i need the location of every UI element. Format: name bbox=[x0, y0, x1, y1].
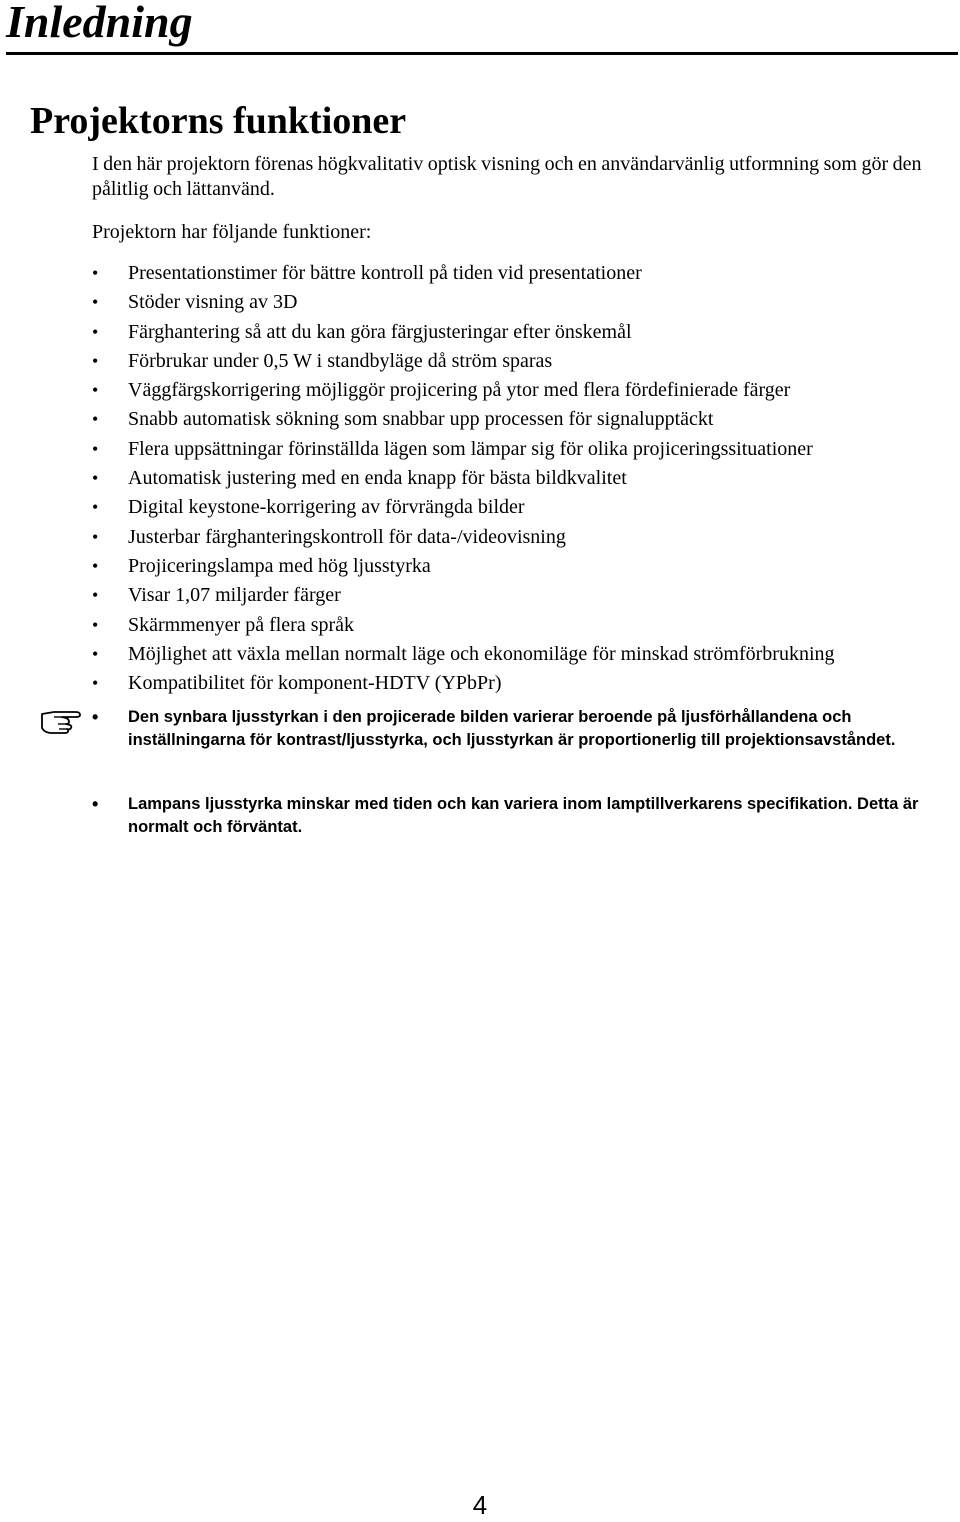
feature-text: Stöder visning av 3D bbox=[128, 291, 298, 314]
chapter-title: Inledning bbox=[6, 0, 193, 47]
page-number: 4 bbox=[472, 1490, 488, 1520]
feature-text: Projiceringslampa med hög ljusstyrka bbox=[128, 554, 431, 577]
note-item bbox=[92, 706, 948, 752]
feature-text: Möjlighet att växla mellan normalt läge och ekonomiläge för minskad strömförbrukning bbox=[128, 642, 835, 665]
list-item bbox=[0, 523, 960, 552]
bullet-icon: • bbox=[92, 409, 99, 430]
bullet-icon: • bbox=[92, 707, 99, 727]
feature-text: Justerbar färghanteringskontroll för data-/videovisning bbox=[128, 525, 566, 548]
pointing-hand-icon bbox=[40, 704, 86, 734]
feature-text: Snabb automatisk sökning som snabbar upp processen för signalupptäckt bbox=[128, 408, 714, 431]
bullet-icon: • bbox=[92, 585, 99, 606]
list-item bbox=[0, 376, 960, 405]
bullet-icon: • bbox=[92, 794, 99, 814]
list-item bbox=[0, 435, 960, 464]
list-item bbox=[0, 581, 960, 610]
bullet-icon: • bbox=[92, 292, 99, 313]
list-item bbox=[0, 318, 960, 347]
section-title: Projektorns funktioner bbox=[30, 100, 407, 142]
list-item bbox=[0, 259, 960, 288]
bullet-icon: • bbox=[92, 555, 99, 576]
feature-text: Förbrukar under 0,5 W i standbyläge då ström sparas bbox=[128, 349, 553, 372]
list-item bbox=[0, 552, 960, 581]
list-item bbox=[0, 464, 960, 493]
bullet-icon: • bbox=[92, 468, 99, 489]
feature-text: Visar 1,07 miljarder färger bbox=[128, 584, 341, 607]
list-item bbox=[0, 640, 960, 669]
bullet-icon: • bbox=[92, 321, 99, 342]
list-item bbox=[0, 347, 960, 376]
note-text: Lampans ljusstyrka minskar med tiden och kan variera inom lamptillverkarens specifikation. Detta är normalt och förväntat. bbox=[128, 795, 919, 836]
feature-text: Digital keystone-korrigering av förvrängda bilder bbox=[128, 496, 525, 519]
bullet-icon: • bbox=[92, 673, 99, 694]
bullet-icon: • bbox=[92, 643, 99, 664]
feature-text: Väggfärgskorrigering möjliggör projicering på ytor med flera fördefinierade färger bbox=[128, 379, 791, 402]
list-item bbox=[0, 493, 960, 522]
list-item bbox=[0, 405, 960, 434]
feature-list bbox=[0, 259, 960, 698]
feature-text: Automatisk justering med en enda knapp för bästa bildkvalitet bbox=[128, 467, 627, 490]
note-text: Den synbara ljusstyrkan i den projicerade bilden varierar beroende på ljusförhållandena och inställningarna för kontrast/ljusstyrka, och ljusstyrkan är proportionerlig till projektionsavståndet. bbox=[128, 708, 896, 749]
bullet-icon: • bbox=[92, 614, 99, 635]
note-item bbox=[92, 793, 948, 839]
list-item bbox=[0, 288, 960, 317]
list-item bbox=[0, 669, 960, 698]
feature-text: Kompatibilitet för komponent-HDTV (YPbPr) bbox=[128, 672, 502, 695]
bullet-icon: • bbox=[92, 497, 99, 518]
intro-paragraph: I den här projektorn förenas högkvalitativ optisk visning och en användarvänlig utformning som gör den pålitlig och lättanvänd. bbox=[92, 153, 922, 200]
feature-text: Presentationstimer för bättre kontroll på tiden vid presentationer bbox=[128, 262, 642, 284]
feature-text: Färghantering så att du kan göra färgjusteringar efter önskemål bbox=[128, 320, 632, 343]
bullet-icon: • bbox=[92, 350, 99, 371]
feature-text: Skärmmenyer på flera språk bbox=[128, 613, 355, 636]
bullet-icon: • bbox=[92, 263, 99, 283]
bullet-icon: • bbox=[92, 380, 99, 401]
feature-text: Flera uppsättningar förinställda lägen som lämpar sig för olika projiceringssituationer bbox=[128, 437, 813, 460]
features-lead: Projektorn har följande funktioner: bbox=[92, 221, 372, 243]
list-item bbox=[0, 611, 960, 640]
bullet-icon: • bbox=[92, 526, 99, 547]
chapter-rule bbox=[6, 52, 958, 55]
bullet-icon: • bbox=[92, 438, 99, 459]
